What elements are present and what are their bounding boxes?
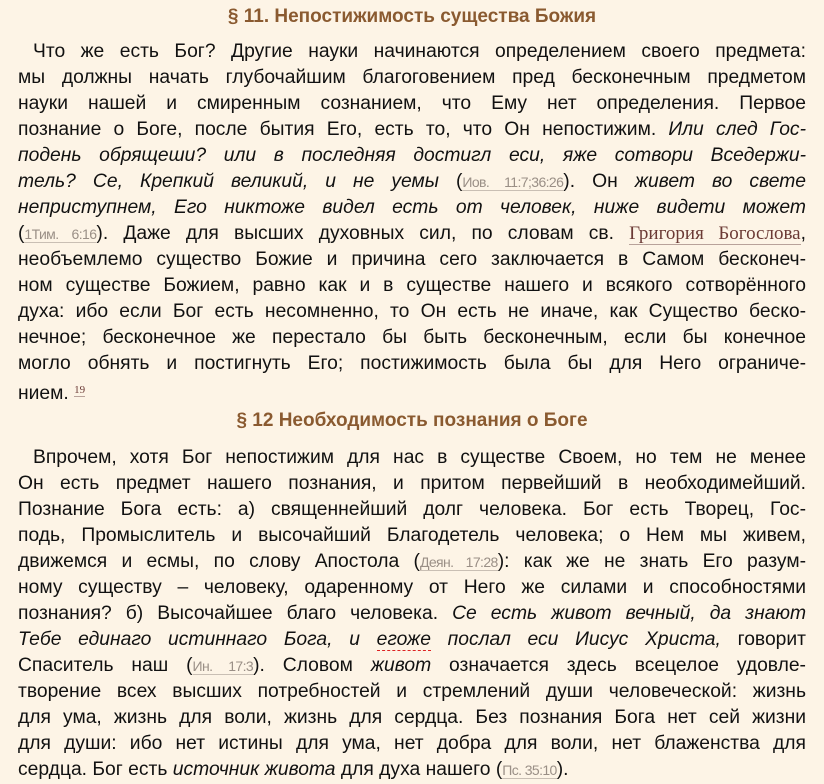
text: Спаситель наш ( — [18, 655, 193, 676]
text: для духа нашего ( — [335, 759, 503, 780]
text: Познание Бога есть: а) священнейший долг человека. Бог есть Творец, Гос- — [18, 499, 806, 520]
text-line — [18, 601, 806, 627]
text: ном существе Божием, равно как и в существе нашего и всякого сотворённого — [18, 275, 806, 296]
text-line — [18, 117, 806, 143]
text: творение всех высших потребностей и стремлений души человеческой: жизнь — [18, 681, 806, 702]
text: движемся и есмы, по слову Апостола ( — [18, 551, 420, 572]
scripture-reference-link[interactable]: Деян. 17:28 — [419, 554, 498, 570]
text: ( — [438, 171, 463, 192]
text: мы должны начать глубочайшим благоговением пред бесконечным предметом — [18, 67, 806, 88]
text: означается здесь всецелое удовле- — [431, 655, 806, 676]
italic-quote: Или след Гос- — [668, 119, 806, 140]
text: нечное; бесконечное же перестало бы быть бесконечным, если бы конечное — [18, 327, 806, 348]
text-line — [18, 325, 806, 351]
text-line — [18, 575, 806, 601]
text-line — [18, 273, 806, 299]
text-line — [18, 523, 806, 549]
text: Впрочем, хотя Бог непостижим для нас в существе Своем, но тем не менее — [33, 447, 806, 468]
italic-quote: послал еси Иисус Христа, — [430, 629, 721, 650]
text-line — [18, 299, 806, 325]
text-line — [18, 377, 806, 403]
footnote-link[interactable]: 19 — [74, 384, 86, 396]
text-line — [18, 351, 806, 377]
text: могло обнять и постигнуть Его; постижимость была бы для Него ограниче- — [18, 353, 806, 374]
scripture-reference-link[interactable]: 1Тим. 6:16 — [24, 226, 97, 242]
text-line — [18, 195, 806, 221]
text-line — [18, 445, 806, 471]
text-line — [18, 497, 806, 523]
text: ). Словом — [253, 655, 371, 676]
text: ). Даже для высших духовных сил, по словам св. — [96, 223, 630, 244]
text: для ума, жизнь для воли, жизнь для сердца. Без познания Бога нет сей жизни — [18, 707, 806, 728]
author-link[interactable]: Григория Богослова — [629, 223, 801, 244]
italic-quote: Се есть живот вечный, да знают — [452, 603, 806, 624]
text-line — [18, 757, 806, 783]
text: ). — [556, 759, 569, 780]
text-line — [18, 221, 806, 247]
text: необъемлемо существо Божие и причина сего заключается в Самом бесконеч- — [18, 249, 806, 270]
text: нием. — [18, 383, 75, 404]
text-line — [18, 653, 806, 679]
section-11-heading: § 11. Непостижимость существа Божия — [227, 6, 597, 27]
text: духа: ибо если Бог есть несомненно, то Он есть не иначе, как Существо беско- — [18, 301, 806, 322]
text: ному существу – человеку, одаренному от Него же силами и способностями — [18, 577, 806, 598]
italic-quote: неприступнем, Его никтоже видел есть от человек, ниже видети может — [18, 197, 806, 218]
text-line — [18, 39, 806, 65]
scripture-reference-link[interactable]: Иов. 11:7;36:26 — [462, 174, 564, 190]
text-line — [18, 705, 806, 731]
text: Что же есть Бог? Другие науки начинаются определением своего предмета: — [33, 41, 806, 62]
text-line — [18, 471, 806, 497]
scripture-reference-link[interactable]: Пс. 35:10 — [502, 762, 557, 778]
text: познания? б) Высочайшее благо человека. — [18, 603, 453, 624]
text: ): как же не знать Его разум- — [497, 551, 807, 572]
italic-quote: подень обрящеши? или в последняя достигл еси, яже сотвори Вседержи- — [18, 145, 806, 166]
text-line — [18, 679, 806, 705]
text-line — [18, 247, 806, 273]
text-line — [18, 169, 806, 195]
italic-quote: источник живота — [172, 759, 336, 780]
text: говорит — [720, 629, 806, 650]
text-line — [18, 143, 806, 169]
text-line — [18, 627, 806, 653]
text-line — [18, 731, 806, 757]
text: Он есть предмет нашего познания, и притом первейший в необходимейший. — [18, 473, 806, 494]
italic-quote: живет во свете — [634, 171, 807, 192]
text-line — [18, 91, 806, 117]
text-line — [18, 65, 806, 91]
misspelled-word: егоже — [376, 629, 431, 650]
section-11-paragraph — [18, 39, 806, 403]
scripture-reference-link[interactable]: Ин. 17:3 — [192, 658, 254, 674]
section-12-heading: § 12 Необходимость познания о Боге — [236, 410, 588, 431]
text: для души: ибо нет истины для ума, нет добра для воли, нет блаженства для — [18, 733, 806, 754]
italic-quote: тель? Се, Крепкий великий, и не уемы — [18, 171, 439, 192]
text: ( — [18, 223, 25, 244]
text: ). Он — [563, 171, 635, 192]
italic-quote: Тебе единаго истиннаго Бога, и — [18, 629, 377, 650]
text: познание о Боге, после бытия Его, есть то, что Он непостижим. — [18, 119, 669, 140]
section-12-paragraph — [18, 445, 806, 783]
text: сердца. Бог есть — [18, 759, 173, 780]
italic-quote: живот — [370, 655, 432, 676]
text: науки нашей и смиренным сознанием, что Ему нет определения. Первое — [18, 93, 806, 114]
text: , — [800, 223, 806, 244]
text-line — [18, 549, 806, 575]
text: подь, Промыслитель и высочайший Благодетель человека; о Нем мы живем, — [18, 525, 806, 546]
